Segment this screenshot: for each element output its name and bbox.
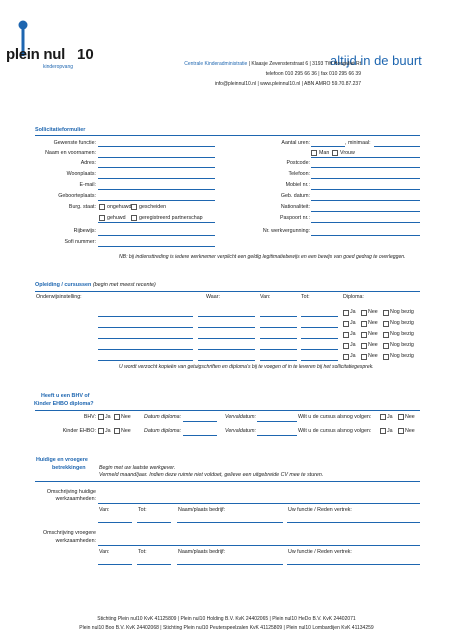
- education-instelling-field[interactable]: [98, 360, 193, 361]
- current-col-tot: Tot:: [138, 507, 147, 513]
- current-description-field[interactable]: [98, 503, 420, 504]
- label-paspoort: Paspoort nr.:: [279, 215, 310, 221]
- logo-text: plein nul: [6, 46, 65, 63]
- address-street: | Klaasje Zevensterstraat 6 | 3193 TW Hoogvliet Rt: [248, 61, 361, 67]
- label-naam: Naam en voornamen:: [45, 150, 96, 156]
- label-gehuwd: gehuwd: [107, 215, 126, 221]
- bhv-title-2: Kinder EHBO diploma?: [34, 401, 94, 407]
- label-burg-staat: Burg. staat:: [68, 204, 96, 210]
- diploma-nee-label: Nee: [368, 353, 378, 359]
- field-minimaal[interactable]: [374, 146, 420, 147]
- prev-description-field[interactable]: [98, 545, 420, 546]
- education-waar-field[interactable]: [198, 349, 255, 350]
- bhv-title-1: Heeft u een BHV of: [41, 393, 90, 399]
- prev-col-functie: Uw functie / Reden vertrek:: [288, 549, 352, 555]
- field-sofi[interactable]: [98, 246, 215, 247]
- current-label-1: Omschrijving huidige: [46, 489, 96, 495]
- education-instelling-field[interactable]: [98, 316, 193, 317]
- education-instelling-field[interactable]: [98, 338, 193, 339]
- education-waar-field[interactable]: [198, 316, 255, 317]
- bhv-ja2-checkbox[interactable]: [380, 414, 386, 420]
- education-tot-field[interactable]: [301, 338, 338, 339]
- ehbo-ja-checkbox[interactable]: [98, 428, 104, 434]
- diploma-nog-bezig-label: Nog bezig: [390, 320, 414, 326]
- diploma-nog-bezig-label: Nog bezig: [390, 353, 414, 359]
- address-block: [115, 61, 361, 88]
- ehbo-nee-label: Nee: [121, 428, 131, 434]
- education-van-field[interactable]: [260, 338, 297, 339]
- field-nationaliteit[interactable]: [311, 211, 420, 212]
- work-intro-2: Vermeld maand/jaar. Indien deze ruimte niet voldoet, gelieve een uitgebreide CV mee te sturen.: [99, 472, 324, 478]
- diploma-ja-checkbox[interactable]: [343, 321, 349, 327]
- ehbo-nee-checkbox[interactable]: [114, 428, 120, 434]
- form-note: NB: bij indiensttreding is iedere werknemer verplicht een geldig legitimatiebewijs en een bewijs van goed gedrag te overleggen.: [119, 254, 406, 260]
- address-org: Centrale Kinderadministratie: [184, 61, 248, 67]
- form-divider: [35, 135, 420, 136]
- education-van-field[interactable]: [260, 360, 297, 361]
- current-label-2: werkzaamheden:: [55, 496, 96, 502]
- ehbo-row: [0, 428, 453, 438]
- education-tot-field[interactable]: [301, 349, 338, 350]
- col-diploma: Diploma:: [343, 294, 364, 300]
- bhv-label: BHV:: [83, 414, 96, 420]
- label-gescheiden: gescheiden: [139, 204, 167, 210]
- label-aantal-uren: Aantal uren:: [281, 140, 310, 146]
- bhv-datum-field[interactable]: [183, 421, 217, 422]
- diploma-ja-label: Ja: [350, 331, 356, 337]
- bhv-nee-label: Nee: [121, 414, 131, 420]
- bhv-nee-checkbox[interactable]: [114, 414, 120, 420]
- education-waar-field[interactable]: [198, 327, 255, 328]
- education-row: [0, 320, 453, 330]
- diploma-ja-checkbox[interactable]: [343, 354, 349, 360]
- ehbo-label: Kinder EHBO:: [62, 428, 96, 434]
- col-van: Van:: [260, 294, 271, 300]
- field-woonplaats[interactable]: [98, 178, 215, 179]
- diploma-nee-checkbox[interactable]: [361, 321, 367, 327]
- gender-underline: [311, 157, 420, 158]
- current-tot-field[interactable]: [137, 522, 171, 523]
- education-van-field[interactable]: [260, 349, 297, 350]
- bhv-ja2-label: Ja: [387, 414, 393, 420]
- diploma-ja-label: Ja: [350, 309, 356, 315]
- education-note: U wordt verzocht kopieën van getuigschriften en diploma's bij te voegen of in te leveren bij het sollicitatiegesprek.: [119, 364, 374, 370]
- education-title-text: Opleiding / cursussen: [35, 282, 92, 288]
- education-tot-field[interactable]: [301, 327, 338, 328]
- label-vrouw: Vrouw: [340, 150, 355, 156]
- field-geb-datum[interactable]: [311, 200, 420, 201]
- bhv-nee2-checkbox[interactable]: [398, 414, 404, 420]
- ehbo-ja2-checkbox[interactable]: [380, 428, 386, 434]
- diploma-ja-checkbox[interactable]: [343, 332, 349, 338]
- diploma-nee-checkbox[interactable]: [361, 332, 367, 338]
- diploma-ja-label: Ja: [350, 353, 356, 359]
- checkbox-gehuwd[interactable]: [99, 215, 105, 221]
- label-rijbewijs: Rijbewijs:: [73, 228, 96, 234]
- field-paspoort[interactable]: [311, 222, 420, 223]
- education-van-field[interactable]: [260, 327, 297, 328]
- current-col-functie: Uw functie / Reden vertrek:: [288, 507, 352, 513]
- col-tot: Tot:: [301, 294, 310, 300]
- checkbox-man[interactable]: [311, 150, 317, 156]
- footer-line-1: Stichting Plein nul10 KvK 41125809 | Plein nul10 Holding B.V. KvK 24402065 | Plein nul10 HeDo B.V. KvK 24402071: [97, 616, 356, 622]
- col-onderwijsinstelling: Onderwijsinstelling:: [36, 294, 82, 300]
- education-tot-field[interactable]: [301, 360, 338, 361]
- education-title: [35, 281, 156, 289]
- prev-van-field[interactable]: [98, 564, 132, 565]
- bhv-verval-field[interactable]: [257, 421, 297, 422]
- education-subtitle: (begin met meest recente): [92, 282, 156, 288]
- form-title: Sollicitatieformulier: [35, 127, 86, 133]
- label-adres: Adres:: [80, 160, 96, 166]
- diploma-nee-checkbox[interactable]: [361, 310, 367, 316]
- ehbo-datum-label: Datum diploma:: [144, 428, 182, 434]
- diploma-nog-bezig-label: Nog bezig: [390, 342, 414, 348]
- ehbo-nee2-checkbox[interactable]: [398, 428, 404, 434]
- slogan: altijd in de buurt: [330, 53, 422, 68]
- current-col-bedrijf: Naam/plaats bedrijf:: [178, 507, 226, 513]
- field-naam[interactable]: [98, 157, 215, 158]
- bhv-ja-label: Ja: [105, 414, 111, 420]
- ehbo-verval-label: Vervaldatum:: [225, 428, 257, 434]
- bhv-divider: [35, 410, 420, 411]
- field-telefoon[interactable]: [311, 178, 420, 179]
- current-col-van: Van:: [99, 507, 110, 513]
- bhv-ja-checkbox[interactable]: [98, 414, 104, 420]
- work-intro-1: Begin met uw laatste werkgever.: [99, 465, 176, 471]
- label-geb-datum: Geb. datum:: [280, 193, 310, 199]
- education-row: [0, 342, 453, 352]
- logo: [6, 20, 104, 70]
- work-title-2: betrekkingen: [52, 465, 86, 471]
- diploma-ja-checkbox[interactable]: [343, 343, 349, 349]
- label-gewenste-functie: Gewenste functie:: [53, 140, 96, 146]
- address-email: info@pleinnul10.nl | www.pleinnul10.nl | ABN AMRO 59.70.87.237: [214, 81, 361, 87]
- diploma-nog-bezig-checkbox[interactable]: [383, 343, 389, 349]
- ehbo-ja-label: Ja: [105, 428, 111, 434]
- checkbox-partnerschap[interactable]: [131, 215, 137, 221]
- ehbo-cursus-label: Wilt u de cursus alsnog volgen:: [298, 428, 372, 434]
- education-waar-field[interactable]: [198, 338, 255, 339]
- diploma-nog-bezig-checkbox[interactable]: [383, 321, 389, 327]
- diploma-nee-label: Nee: [368, 342, 378, 348]
- field-email[interactable]: [98, 189, 215, 190]
- field-aantal-uren[interactable]: [311, 146, 345, 147]
- label-werkvergunning: Nr. werkvergunning:: [262, 228, 310, 234]
- ehbo-datum-field[interactable]: [183, 435, 217, 436]
- ehbo-ja2-label: Ja: [387, 428, 393, 434]
- label-nationaliteit: Nationaliteit:: [280, 204, 310, 210]
- address-phone: telefoon 010 295 66 36 | fax 010 295 66 39: [265, 71, 361, 77]
- field-mobiel[interactable]: [311, 189, 420, 190]
- prev-functie-field[interactable]: [287, 564, 420, 565]
- label-minimaal: , minimaal:: [345, 140, 371, 146]
- field-adres[interactable]: [98, 167, 215, 168]
- prev-tot-field[interactable]: [137, 564, 171, 565]
- current-functie-field[interactable]: [287, 522, 420, 523]
- diploma-nee-checkbox[interactable]: [361, 354, 367, 360]
- ehbo-verval-field[interactable]: [257, 435, 297, 436]
- label-postcode: Postcode:: [286, 160, 310, 166]
- diploma-nog-bezig-checkbox[interactable]: [383, 354, 389, 360]
- current-van-field[interactable]: [98, 522, 132, 523]
- diploma-nee-label: Nee: [368, 331, 378, 337]
- label-man: Man: [319, 150, 330, 156]
- label-woonplaats: Woonplaats:: [66, 171, 96, 177]
- prev-col-bedrijf: Naam/plaats bedrijf:: [178, 549, 226, 555]
- label-mobiel: Mobiel nr.:: [285, 182, 310, 188]
- diploma-nee-label: Nee: [368, 320, 378, 326]
- work-divider: [35, 481, 420, 482]
- diploma-nog-bezig-label: Nog bezig: [390, 309, 414, 315]
- diploma-ja-label: Ja: [350, 320, 356, 326]
- diploma-nee-checkbox[interactable]: [361, 343, 367, 349]
- education-row: [0, 353, 453, 363]
- bhv-datum-label: Datum diploma:: [144, 414, 182, 420]
- education-instelling-field[interactable]: [98, 327, 193, 328]
- prev-bedrijf-field[interactable]: [177, 564, 283, 565]
- diploma-nog-bezig-label: Nog bezig: [390, 331, 414, 337]
- prev-label-1: Omschrijving vroegere: [43, 530, 96, 536]
- current-bedrijf-field[interactable]: [177, 522, 283, 523]
- education-van-field[interactable]: [260, 316, 297, 317]
- bhv-row: [0, 414, 453, 424]
- field-postcode[interactable]: [311, 167, 420, 168]
- col-waar: Waar:: [206, 294, 220, 300]
- logo-subtitle: kinderopvang: [43, 64, 74, 70]
- diploma-ja-checkbox[interactable]: [343, 310, 349, 316]
- diploma-nee-label: Nee: [368, 309, 378, 315]
- bhv-verval-label: Vervaldatum:: [225, 414, 257, 420]
- label-telefoon: Telefoon:: [288, 171, 310, 177]
- checkbox-ongehuwd[interactable]: [99, 204, 105, 210]
- field-rijbewijs[interactable]: [98, 235, 215, 236]
- bhv-nee2-label: Nee: [405, 414, 415, 420]
- prev-label-2: werkzaamheden:: [55, 538, 96, 544]
- education-row: [0, 331, 453, 341]
- prev-col-van: Van:: [99, 549, 110, 555]
- footer-line-2: Plein nul10 Boo B.V. KvK 24402068 | Stichting Plein nul10 Peuterspeelzalen KvK 41125809 | Plein nul10 Lombardijen KvK 41134259: [79, 625, 374, 631]
- label-ongehuwd: ongehuwd: [107, 204, 132, 210]
- diploma-ja-label: Ja: [350, 342, 356, 348]
- field-werkvergunning[interactable]: [311, 235, 420, 236]
- burg-staat-underline: [98, 222, 215, 223]
- label-partnerschap: geregistreerd partnerschap: [139, 215, 203, 221]
- diploma-nog-bezig-checkbox[interactable]: [383, 332, 389, 338]
- diploma-nog-bezig-checkbox[interactable]: [383, 310, 389, 316]
- education-waar-field[interactable]: [198, 360, 255, 361]
- work-title-1: Huidige en vroegere: [36, 457, 88, 463]
- label-sofi: Sofi nummer:: [64, 239, 96, 245]
- prev-col-tot: Tot:: [138, 549, 147, 555]
- ehbo-nee2-label: Nee: [405, 428, 415, 434]
- checkbox-vrouw[interactable]: [332, 150, 338, 156]
- education-tot-field[interactable]: [301, 316, 338, 317]
- bhv-cursus-label: Wilt u de cursus alsnog volgen:: [298, 414, 372, 420]
- education-instelling-field[interactable]: [98, 349, 193, 350]
- education-row: [0, 309, 453, 319]
- logo-number: 10: [77, 46, 94, 63]
- checkbox-gescheiden[interactable]: [131, 204, 137, 210]
- label-geboorteplaats: Geboorteplaats:: [58, 193, 96, 199]
- label-email: E-mail:: [79, 182, 96, 188]
- field-gewenste-functie[interactable]: [98, 146, 215, 147]
- education-divider: [35, 291, 420, 292]
- field-geboorteplaats[interactable]: [98, 200, 215, 201]
